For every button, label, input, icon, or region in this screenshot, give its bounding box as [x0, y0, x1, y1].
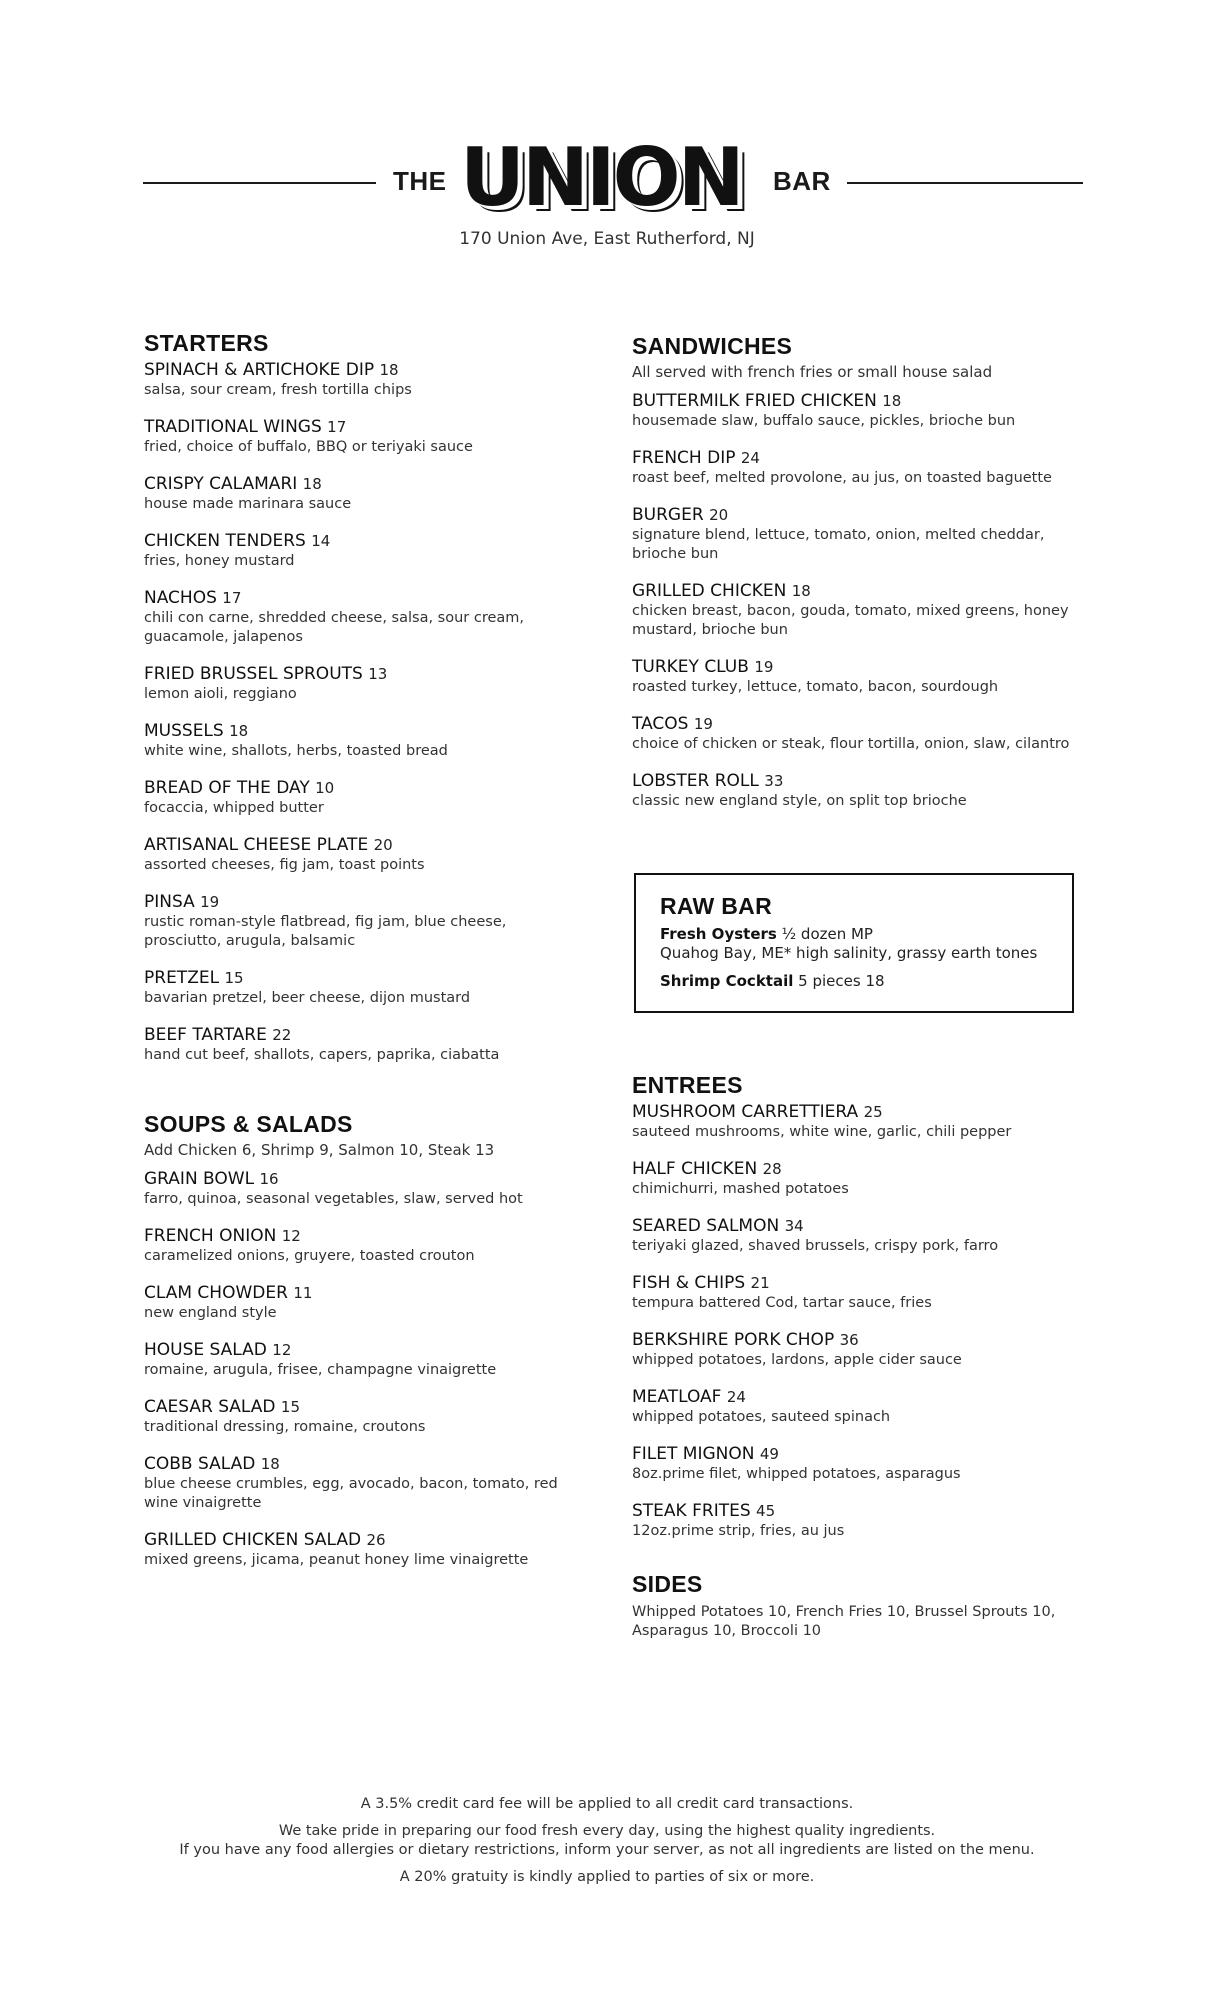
item-description: signature blend, lettuce, tomato, onion, melted cheddar, brioche bun	[632, 527, 1045, 562]
menu-item	[632, 448, 1082, 488]
menu-item	[632, 1387, 1082, 1427]
menu-item-name	[632, 448, 1082, 469]
item-price: 19	[693, 715, 713, 733]
item-name: TACOS	[632, 714, 689, 734]
item-price: 34	[784, 1217, 804, 1235]
section-title: RAW BAR	[660, 893, 772, 919]
item-name: TRADITIONAL WINGS	[144, 417, 322, 437]
menu-item	[144, 1397, 584, 1437]
menu-item-name	[144, 835, 584, 856]
item-description: chimichurri, mashed potatoes	[632, 1181, 849, 1197]
item-name: NACHOS	[144, 588, 217, 608]
menu-item-name	[632, 1273, 1082, 1294]
menu-item-name	[144, 531, 584, 552]
menu-item	[632, 714, 1082, 754]
item-description: traditional dressing, romaine, croutons	[144, 1419, 426, 1435]
item-description: salsa, sour cream, fresh tortilla chips	[144, 382, 412, 398]
item-name: BEEF TARTARE	[144, 1025, 267, 1045]
item-description: roasted turkey, lettuce, tomato, bacon, sourdough	[632, 679, 999, 695]
raw-item-desc: Quahog Bay, ME* high salinity, grassy earth tones	[660, 944, 1038, 962]
menu-item	[144, 1226, 584, 1266]
item-description: farro, quinoa, seasonal vegetables, slaw, served hot	[144, 1191, 523, 1207]
item-description: mixed greens, jicama, peanut honey lime vinaigrette	[144, 1552, 529, 1568]
menu-item-name	[632, 1501, 1082, 1522]
logo-the: THE	[393, 166, 447, 196]
menu-item	[632, 1501, 1082, 1541]
menu-item-name	[144, 1530, 584, 1551]
menu-item	[144, 1025, 584, 1065]
menu-item-name	[632, 505, 1082, 526]
menu-item-name	[632, 1102, 1082, 1123]
menu-item	[632, 1444, 1082, 1484]
item-description: house made marinara sauce	[144, 496, 352, 512]
item-description: romaine, arugula, frisee, champagne vinaigrette	[144, 1362, 497, 1378]
raw-item-shrimp	[660, 972, 1048, 991]
item-description: classic new england style, on split top brioche	[632, 793, 967, 809]
item-description: lemon aioli, reggiano	[144, 686, 297, 702]
item-price: 15	[224, 969, 244, 987]
item-name: HOUSE SALAD	[144, 1340, 267, 1360]
item-description: sauteed mushrooms, white wine, garlic, chili pepper	[632, 1124, 1012, 1140]
menu-item-name	[632, 771, 1082, 792]
menu-item	[632, 657, 1082, 697]
menu-item	[144, 1340, 584, 1380]
menu-item-name	[632, 1216, 1082, 1237]
soups-section	[144, 1111, 584, 1570]
menu-item	[632, 1159, 1082, 1199]
item-price: 16	[259, 1170, 279, 1188]
menu-item-name	[632, 1444, 1082, 1465]
sides-text: Whipped Potatoes 10, French Fries 10, Brussel Sprouts 10, Asparagus 10, Broccoli 10	[632, 1604, 1056, 1639]
section-title: SIDES	[632, 1571, 703, 1597]
item-description: whipped potatoes, lardons, apple cider sauce	[632, 1352, 962, 1368]
menu-item	[144, 531, 584, 571]
item-price: 45	[756, 1502, 776, 1520]
item-name: FRENCH DIP	[632, 448, 736, 468]
menu-item-name	[144, 1454, 584, 1475]
item-price: 21	[750, 1274, 770, 1292]
item-price: 24	[726, 1388, 746, 1406]
starters-section	[144, 330, 584, 1065]
item-name: GRILLED CHICKEN SALAD	[144, 1530, 362, 1550]
menu-item	[632, 505, 1082, 564]
item-price: 17	[222, 589, 242, 607]
menu-footer	[0, 1795, 1214, 1895]
item-name: LOBSTER ROLL	[632, 771, 759, 791]
menu-item	[632, 581, 1082, 640]
menu-item	[144, 778, 584, 818]
item-name: MUSSELS	[144, 721, 224, 741]
sandwiches-list	[632, 391, 1082, 811]
sides-section	[632, 1571, 1082, 1641]
item-description: choice of chicken or steak, flour tortilla, onion, slaw, cilantro	[632, 736, 1070, 752]
item-price: 25	[863, 1103, 883, 1121]
menu-item-name	[632, 1387, 1082, 1408]
menu-item-name	[144, 1397, 584, 1418]
item-name: STEAK FRITES	[632, 1501, 751, 1521]
item-price: 26	[366, 1531, 386, 1549]
item-name: CLAM CHOWDER	[144, 1283, 288, 1303]
menu-item	[632, 1216, 1082, 1256]
item-description: focaccia, whipped butter	[144, 800, 324, 816]
item-price: 15	[280, 1398, 301, 1416]
logo-union: UNION	[460, 131, 742, 224]
menu-item-name	[144, 664, 584, 685]
entrees-list	[632, 1102, 1082, 1541]
menu-item-name	[144, 721, 584, 742]
soups-list	[144, 1169, 584, 1570]
item-name: BREAD OF THE DAY	[144, 778, 310, 798]
item-description: assorted cheeses, fig jam, toast points	[144, 857, 425, 873]
menu-item-name	[144, 588, 584, 609]
header-rule-right	[847, 182, 1083, 184]
sandwiches-section	[632, 333, 1082, 811]
right-column	[632, 333, 1082, 828]
item-description: caramelized onions, gruyere, toasted crouton	[144, 1248, 475, 1264]
footer-line: A 20% gratuity is kindly applied to parties of six or more.	[399, 1869, 815, 1885]
section-title: ENTREES	[632, 1072, 743, 1098]
item-name: COBB SALAD	[144, 1454, 256, 1474]
address: 170 Union Ave, East Rutherford, NJ	[459, 229, 755, 249]
menu-item-name	[144, 968, 584, 989]
item-description: chili con carne, shredded cheese, salsa, sour cream, guacamole, jalapenos	[144, 610, 525, 645]
item-price: 28	[762, 1160, 782, 1178]
item-price: 12	[272, 1341, 292, 1359]
item-description: new england style	[144, 1305, 277, 1321]
section-title: SANDWICHES	[632, 333, 793, 359]
raw-bar-box	[634, 873, 1074, 1013]
item-price: 18	[882, 392, 902, 410]
menu-item	[144, 417, 584, 457]
menu-item-name	[632, 1159, 1082, 1180]
menu-item-name	[632, 714, 1082, 735]
menu-item-name	[632, 1330, 1082, 1351]
footer-line: If you have any food allergies or dietary restrictions, inform your server, as not all ingredients are listed on the menu.	[179, 1842, 1035, 1858]
item-price: 18	[229, 722, 249, 740]
raw-item-oysters	[660, 925, 1048, 963]
menu-item-name	[144, 360, 584, 381]
item-price: 13	[368, 665, 388, 683]
left-column	[144, 330, 584, 1587]
menu-item	[144, 1169, 584, 1209]
item-price: 20	[709, 506, 729, 524]
item-name: SEARED SALMON	[632, 1216, 780, 1236]
item-name: MEATLOAF	[632, 1387, 722, 1407]
item-description: fried, choice of buffalo, BBQ or teriyaki sauce	[144, 439, 473, 455]
menu-item	[632, 771, 1082, 811]
item-name: CAESAR SALAD	[144, 1397, 276, 1417]
menu-item-name	[632, 391, 1082, 412]
item-name: TURKEY CLUB	[632, 657, 749, 677]
item-price: 24	[740, 449, 760, 467]
header-rule-left	[143, 182, 376, 184]
menu-item	[144, 360, 584, 400]
item-price: 10	[315, 779, 335, 797]
item-name: CHICKEN TENDERS	[144, 531, 306, 551]
item-price: 12	[281, 1227, 301, 1245]
menu-item-name	[144, 474, 584, 495]
menu-item	[144, 474, 584, 514]
section-title: STARTERS	[144, 330, 269, 356]
menu-item-name	[144, 1283, 584, 1304]
item-name: BERKSHIRE PORK CHOP	[632, 1330, 835, 1350]
item-description: white wine, shallots, herbs, toasted bread	[144, 743, 448, 759]
raw-item-price: ½ dozen MP	[781, 925, 873, 943]
item-description: whipped potatoes, sauteed spinach	[632, 1409, 891, 1425]
item-name: GRILLED CHICKEN	[632, 581, 787, 601]
menu-item-name	[144, 1340, 584, 1361]
menu-item-name	[632, 657, 1082, 678]
item-price: 22	[272, 1026, 292, 1044]
right-column-lower	[632, 1072, 1082, 1641]
menu-item	[632, 1330, 1082, 1370]
item-description: hand cut beef, shallots, capers, paprika, ciabatta	[144, 1047, 500, 1063]
item-price: 33	[764, 772, 784, 790]
footer-line: We take pride in preparing our food fresh every day, using the highest quality ingredients.	[278, 1823, 936, 1839]
item-description: bavarian pretzel, beer cheese, dijon mustard	[144, 990, 471, 1006]
menu-item-name	[144, 1169, 584, 1190]
section-note: All served with french fries or small house salad	[632, 363, 993, 381]
item-name: GRAIN BOWL	[144, 1169, 255, 1189]
item-name: FILET MIGNON	[632, 1444, 755, 1464]
menu-item-name	[632, 581, 1082, 602]
raw-item-name: Shrimp Cocktail	[660, 972, 794, 990]
item-name: PRETZEL	[144, 968, 220, 988]
raw-item-price: 5 pieces 18	[798, 972, 885, 990]
logo-bar: BAR	[773, 166, 831, 196]
menu-item	[632, 1273, 1082, 1313]
menu-item	[144, 835, 584, 875]
item-price: 18	[260, 1455, 280, 1473]
menu-item-name	[144, 417, 584, 438]
menu-item	[144, 664, 584, 704]
item-description: housemade slaw, buffalo sauce, pickles, brioche bun	[632, 413, 1016, 429]
menu-header	[0, 131, 1214, 249]
menu-item	[144, 968, 584, 1008]
item-name: BUTTERMILK FRIED CHICKEN	[632, 391, 877, 411]
item-name: FISH & CHIPS	[632, 1273, 746, 1293]
item-price: 19	[754, 658, 774, 676]
item-name: HALF CHICKEN	[632, 1159, 758, 1179]
item-name: MUSHROOM CARRETTIERA	[632, 1102, 859, 1122]
menu-item-name	[144, 1025, 584, 1046]
entrees-section	[632, 1072, 1082, 1541]
item-name: CRISPY CALAMARI	[144, 474, 298, 494]
menu-item	[144, 1283, 584, 1323]
item-description: teriyaki glazed, shaved brussels, crispy pork, farro	[632, 1238, 999, 1254]
starters-list	[144, 360, 584, 1065]
item-price: 11	[293, 1284, 313, 1302]
section-note: Add Chicken 6, Shrimp 9, Salmon 10, Steak 13	[144, 1141, 495, 1159]
item-description: rustic roman-style flatbread, fig jam, blue cheese, prosciutto, arugula, balsamic	[144, 914, 507, 949]
item-price: 19	[200, 893, 220, 911]
item-price: 20	[373, 836, 393, 854]
menu-item	[144, 721, 584, 761]
item-name: ARTISANAL CHEESE PLATE	[144, 835, 369, 855]
item-price: 36	[839, 1331, 859, 1349]
menu-item	[632, 391, 1082, 431]
item-description: fries, honey mustard	[144, 553, 295, 569]
item-name: BURGER	[632, 505, 704, 525]
menu-item	[144, 1530, 584, 1570]
item-price: 18	[302, 475, 322, 493]
item-price: 17	[327, 418, 347, 436]
footer-line: A 3.5% credit card fee will be applied to all credit card transactions.	[360, 1796, 854, 1812]
item-name: FRIED BRUSSEL SPROUTS	[144, 664, 363, 684]
menu-item	[144, 892, 584, 951]
menu-item-name	[144, 1226, 584, 1247]
menu-item	[144, 1454, 584, 1513]
item-name: PINSA	[144, 892, 195, 912]
item-description: roast beef, melted provolone, au jus, on toasted baguette	[632, 470, 1052, 486]
item-description: chicken breast, bacon, gouda, tomato, mixed greens, honey mustard, brioche bun	[632, 603, 1069, 638]
item-price: 18	[791, 582, 811, 600]
item-price: 18	[379, 361, 399, 379]
menu-item-name	[144, 778, 584, 799]
item-name: SPINACH & ARTICHOKE DIP	[144, 360, 375, 380]
menu-item	[632, 1102, 1082, 1142]
item-price: 49	[759, 1445, 779, 1463]
raw-item-name: Fresh Oysters	[660, 925, 777, 943]
item-name: FRENCH ONION	[144, 1226, 277, 1246]
item-price: 14	[311, 532, 331, 550]
menu-item-name	[144, 892, 584, 913]
item-description: 12oz.prime strip, fries, au jus	[632, 1523, 845, 1539]
item-description: 8oz.prime filet, whipped potatoes, asparagus	[632, 1466, 961, 1482]
item-description: tempura battered Cod, tartar sauce, fries	[632, 1295, 932, 1311]
item-description: blue cheese crumbles, egg, avocado, bacon, tomato, red wine vinaigrette	[144, 1476, 558, 1511]
menu-item	[144, 588, 584, 647]
section-title: SOUPS & SALADS	[144, 1111, 353, 1137]
